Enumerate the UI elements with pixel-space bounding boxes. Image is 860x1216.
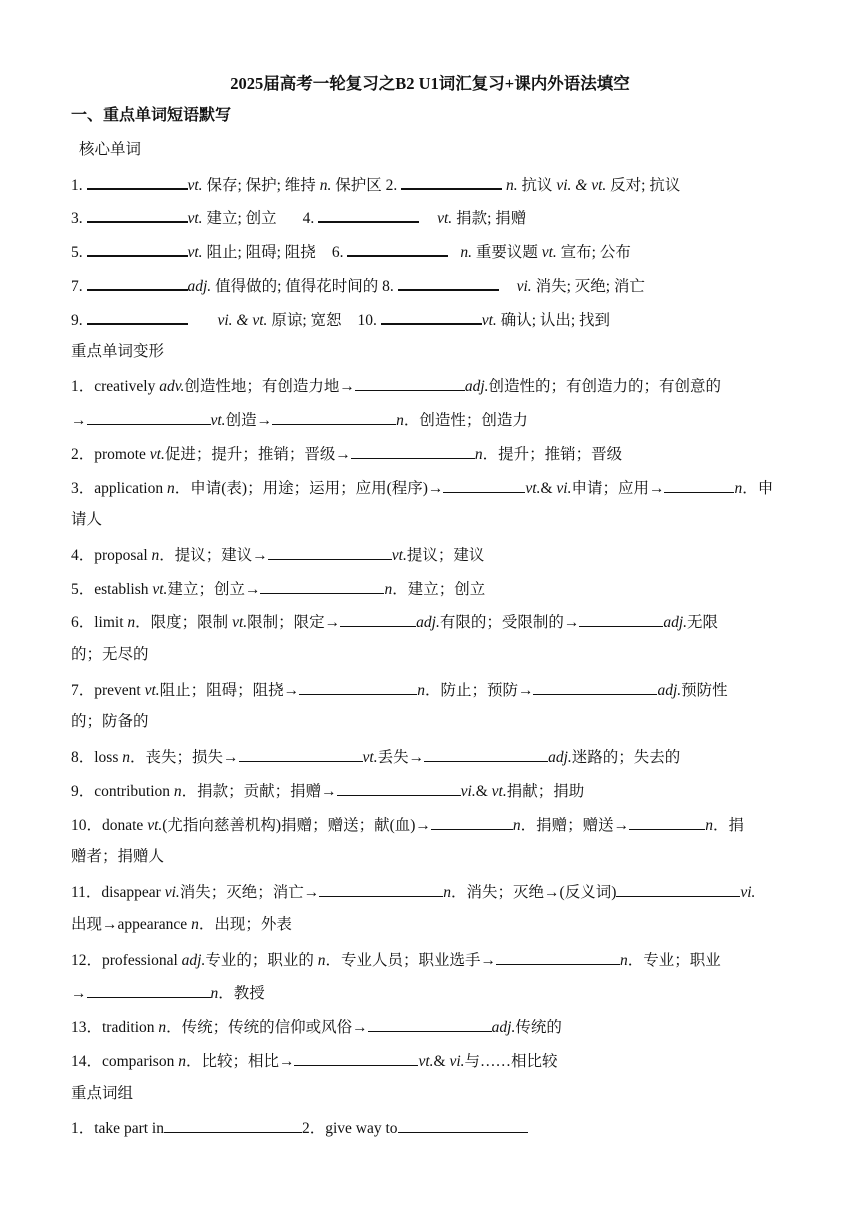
pos-label: n. <box>460 244 472 261</box>
form-item-14 <box>71 1050 558 1072</box>
text-fragment: 4．proposal <box>71 547 152 564</box>
pos-label: n <box>474 446 483 463</box>
text-fragment: 出现→appearance <box>71 916 192 933</box>
pos-label: n <box>151 547 160 564</box>
pos-label: n <box>512 817 521 834</box>
text-fragment: 专业的；职业的 <box>205 952 318 969</box>
pos-label: vt. <box>144 682 160 699</box>
form-item-12-cont <box>71 982 265 1004</box>
item-number: 2. <box>385 177 398 194</box>
pos-label: n. <box>319 177 332 194</box>
pos-label: vt. <box>525 480 541 497</box>
answer-blank[interactable] <box>381 308 482 325</box>
answer-blank[interactable] <box>87 173 188 190</box>
text-fragment: 8．loss <box>71 749 123 766</box>
pos-label: n <box>705 817 713 834</box>
pos-label: adj. <box>464 378 489 395</box>
answer-blank[interactable] <box>239 746 363 762</box>
text-fragment: 1．creatively <box>71 378 160 395</box>
pos-label: vi. <box>449 1053 465 1070</box>
text-fragment: 10．donate <box>71 817 148 834</box>
pos-label: vt. <box>437 210 453 227</box>
item-number: 6. <box>331 244 344 261</box>
item-number: 1. <box>71 177 83 194</box>
text-fragment: 5．establish <box>71 581 153 598</box>
definition: 确认; 认出; 找到 <box>496 312 611 329</box>
answer-blank[interactable] <box>401 173 502 190</box>
core-row-2 <box>71 206 526 229</box>
answer-blank[interactable] <box>533 679 657 695</box>
pos-label: n. <box>505 177 518 194</box>
answer-blank[interactable] <box>319 881 443 897</box>
form-item-8 <box>71 746 680 768</box>
text-fragment: 13．tradition <box>71 1019 159 1036</box>
item-number: 9. <box>71 312 83 329</box>
form-item-13 <box>71 1016 562 1038</box>
pos-label: vt. <box>481 312 497 329</box>
item-number: 5. <box>71 244 83 261</box>
text-fragment: 创造性地；有创造力地→ <box>184 378 355 395</box>
text-fragment: 创造性的；有创造力的；有创意的 <box>488 378 722 395</box>
answer-blank[interactable] <box>87 274 188 291</box>
form-item-6-cont: 的；无尽的 <box>71 646 149 663</box>
answer-blank[interactable] <box>398 1117 528 1133</box>
pos-label: vt. <box>541 244 557 261</box>
text-fragment: 申请；应用→ <box>571 480 665 497</box>
text-fragment: 7．prevent <box>71 682 145 699</box>
answer-blank[interactable] <box>164 1117 302 1133</box>
pos-label: adj. <box>181 952 206 969</box>
text-fragment: 提议；建议 <box>406 547 485 564</box>
pos-label: adv. <box>159 378 185 395</box>
pos-label: n <box>317 952 326 969</box>
core-row-4 <box>71 274 645 297</box>
definition: 重要议题 <box>471 244 542 261</box>
form-item-11 <box>71 881 755 903</box>
answer-blank[interactable] <box>424 746 548 762</box>
pos-label: vi. <box>516 278 532 295</box>
text-fragment: 无限 <box>687 614 719 631</box>
pos-label: n <box>173 783 182 800</box>
text-fragment: 与……相比较 <box>464 1053 558 1070</box>
form-item-10 <box>71 814 744 836</box>
pos-label: vi. <box>556 480 572 497</box>
text-fragment: ．消失；灭绝→(反义词) <box>451 884 617 901</box>
text-fragment: ．丧失；损失→ <box>130 749 239 766</box>
page-title: 2025届高考一轮复习之B2 U1词汇复习+课内外语法填空 <box>230 74 630 93</box>
answer-blank[interactable] <box>368 1016 492 1032</box>
phrase-row-1 <box>71 1117 528 1139</box>
item-number: 4. <box>302 210 315 227</box>
answer-blank[interactable] <box>355 375 465 391</box>
answer-blank[interactable] <box>337 780 461 796</box>
pos-label: vi. <box>740 884 756 901</box>
text-fragment: 有限的；受限制的→ <box>439 614 580 631</box>
pos-label: vt. <box>187 244 203 261</box>
definition: 值得做的; 值得花时间的 <box>211 278 383 295</box>
answer-blank[interactable] <box>664 477 734 493</box>
pos-label: vt. <box>187 177 203 194</box>
text-fragment: ．防止；预防→ <box>424 682 534 699</box>
item-number: 3. <box>71 210 83 227</box>
text-fragment: ．申 <box>742 480 774 497</box>
definition: 抗议 <box>517 177 557 194</box>
form-item-6 <box>71 611 718 633</box>
pos-label: vt. <box>418 1053 434 1070</box>
subheading-word-forms: 重点单词变形 <box>71 343 165 360</box>
text-fragment: 丢失→ <box>377 749 425 766</box>
answer-blank[interactable] <box>87 982 211 998</box>
item-number: 7. <box>71 278 83 295</box>
text-fragment: ．比较；相比→ <box>185 1053 295 1070</box>
text-fragment: ．限度；限制 <box>135 614 233 631</box>
pos-label: adj. <box>548 749 572 766</box>
definition: 捐款; 捐赠 <box>452 210 527 227</box>
answer-blank[interactable] <box>579 611 663 627</box>
pos-label: n <box>122 749 130 766</box>
text-fragment: ．传统；传统的信仰或风俗→ <box>166 1019 368 1036</box>
answer-blank[interactable] <box>340 611 416 627</box>
text-fragment: ．创造性；创造力 <box>403 412 528 429</box>
text-fragment: 建立；创立→ <box>167 581 261 598</box>
pos-label: n <box>158 1019 167 1036</box>
form-item-7-cont: 的；防备的 <box>71 713 149 730</box>
text-fragment: ．捐 <box>712 817 744 834</box>
pos-label: adj. <box>187 278 212 295</box>
form-item-10-cont: 赠者；捐赠人 <box>71 848 165 865</box>
answer-blank[interactable] <box>616 881 740 897</box>
form-item-3 <box>71 477 773 499</box>
form-item-7 <box>71 679 728 701</box>
pos-label: n <box>443 884 452 901</box>
core-row-3 <box>71 240 631 263</box>
answer-blank[interactable] <box>268 544 392 560</box>
pos-label: vt. <box>152 581 168 598</box>
text-fragment: ．专业人员；职业选手→ <box>325 952 496 969</box>
pos-label: n <box>619 952 628 969</box>
form-item-11-cont <box>71 915 292 935</box>
pos-label: n <box>178 1053 186 1070</box>
text-fragment: ．专业；职业 <box>627 952 721 969</box>
pos-label: vt. <box>147 817 163 834</box>
answer-blank[interactable] <box>87 409 211 425</box>
form-item-4 <box>71 544 484 566</box>
pos-label: n <box>167 480 175 497</box>
text-fragment: 迷路的；失去的 <box>571 749 681 766</box>
pos-label: vt. <box>362 749 378 766</box>
definition: 建立; 创立 <box>202 210 277 227</box>
form-item-3-cont: 请人 <box>71 511 103 528</box>
text-fragment: & <box>433 1053 450 1070</box>
pos-label: adj. <box>657 682 682 699</box>
text-fragment: ．建立；创立 <box>392 581 486 598</box>
answer-blank[interactable] <box>294 1050 418 1066</box>
answer-blank[interactable] <box>496 949 620 965</box>
text-fragment: ．申请(表)；用途；运用；应用(程序)→ <box>174 480 444 497</box>
core-row-1 <box>71 173 680 196</box>
text-fragment: ．捐赠；赠送→ <box>520 817 630 834</box>
definition: 保存; 保护; 维持 <box>202 177 320 194</box>
text-fragment: 创造→ <box>225 412 273 429</box>
subheading-key-phrases: 重点词组 <box>71 1085 134 1102</box>
pos-label: n <box>127 614 136 631</box>
item-number: 8. <box>382 278 394 295</box>
form-item-9 <box>71 780 584 802</box>
pos-label: n <box>417 682 425 699</box>
section-heading: 一、重点单词短语默写 <box>71 107 232 124</box>
text-fragment: 限制；限定→ <box>247 614 341 631</box>
answer-blank[interactable] <box>260 578 384 594</box>
text-fragment: 预防性 <box>681 682 728 699</box>
pos-label: vt. <box>391 547 407 564</box>
pos-label: vt. <box>232 614 248 631</box>
answer-blank[interactable] <box>87 206 188 223</box>
form-item-5 <box>71 578 485 600</box>
definition: 阻止; 阻碍; 阻挠 <box>202 244 316 261</box>
answer-blank[interactable] <box>443 477 525 493</box>
text-fragment: → <box>71 985 87 1002</box>
text-fragment: 阻止；阻碍；阻挠→ <box>159 682 300 699</box>
text-fragment: 消失；灭绝；消亡→ <box>179 884 320 901</box>
answer-blank[interactable] <box>272 409 396 425</box>
answer-blank[interactable] <box>299 679 417 695</box>
text-fragment: ．教授 <box>218 985 265 1002</box>
text-fragment: 9．contribution <box>71 783 174 800</box>
text-fragment: ．出现；外表 <box>198 916 292 933</box>
pos-label: vt. <box>187 210 203 227</box>
pos-label: vi. <box>460 783 476 800</box>
answer-blank[interactable] <box>431 814 513 830</box>
subheading-core-words: 核心单词 <box>79 141 142 158</box>
answer-blank[interactable] <box>347 240 448 257</box>
pos-label: n <box>384 581 393 598</box>
pos-label: adj. <box>663 614 688 631</box>
answer-blank[interactable] <box>398 274 499 291</box>
definition: 保护区 <box>331 177 386 194</box>
answer-blank[interactable] <box>351 443 475 459</box>
form-item-2 <box>71 443 622 465</box>
answer-blank[interactable] <box>87 308 188 325</box>
text-fragment: (尤指向慈善机构)捐赠；赠送；献(血)→ <box>162 817 431 834</box>
text-fragment: 6．limit <box>71 614 128 631</box>
text-fragment: ．提议；建议→ <box>159 547 268 564</box>
pos-label: vi. & vt. <box>217 312 268 329</box>
text-fragment: & <box>475 783 492 800</box>
pos-label: vi. <box>164 884 180 901</box>
text-fragment: 2．promote <box>71 446 150 463</box>
text-fragment: 12．professional <box>71 952 182 969</box>
text-fragment: ．捐款；贡献；捐赠→ <box>181 783 337 800</box>
text-fragment: 捐献；捐助 <box>506 783 585 800</box>
pos-label: adj. <box>416 614 440 631</box>
item-number: 10. <box>357 312 377 329</box>
core-row-5 <box>71 308 610 331</box>
text-fragment: 11．disappear <box>71 884 165 901</box>
pos-label: adj. <box>491 1019 516 1036</box>
pos-label: n <box>734 480 743 497</box>
definition: 反对; 抗议 <box>606 177 681 194</box>
phrase-label: 1．take part in <box>71 1120 164 1137</box>
phrase-label: 2．give way to <box>301 1120 398 1137</box>
text-fragment: → <box>71 412 87 429</box>
form-item-1 <box>71 375 721 397</box>
text-fragment: 促进；提升；推销；晋级→ <box>164 446 351 463</box>
definition: 宣布; 公布 <box>556 244 631 261</box>
pos-label: vt. <box>210 412 226 429</box>
answer-blank[interactable] <box>629 814 705 830</box>
form-item-1-cont <box>71 409 528 431</box>
answer-blank[interactable] <box>318 206 419 223</box>
form-item-12 <box>71 949 721 971</box>
text-fragment: 传统的 <box>515 1019 562 1036</box>
text-fragment: 14．comparison <box>71 1053 179 1070</box>
pos-label: n <box>396 412 404 429</box>
definition: 原谅; 宽恕 <box>267 312 342 329</box>
pos-label: n <box>210 985 219 1002</box>
text-fragment: 3．application <box>71 480 167 497</box>
answer-blank[interactable] <box>87 240 188 257</box>
pos-label: n <box>191 916 199 933</box>
pos-label: vi. & vt. <box>556 177 607 194</box>
pos-label: vt. <box>491 783 507 800</box>
text-fragment: & <box>540 480 557 497</box>
definition: 消失; 灭绝; 消亡 <box>531 278 645 295</box>
pos-label: vt. <box>149 446 165 463</box>
text-fragment: ．提升；推销；晋级 <box>482 446 623 463</box>
